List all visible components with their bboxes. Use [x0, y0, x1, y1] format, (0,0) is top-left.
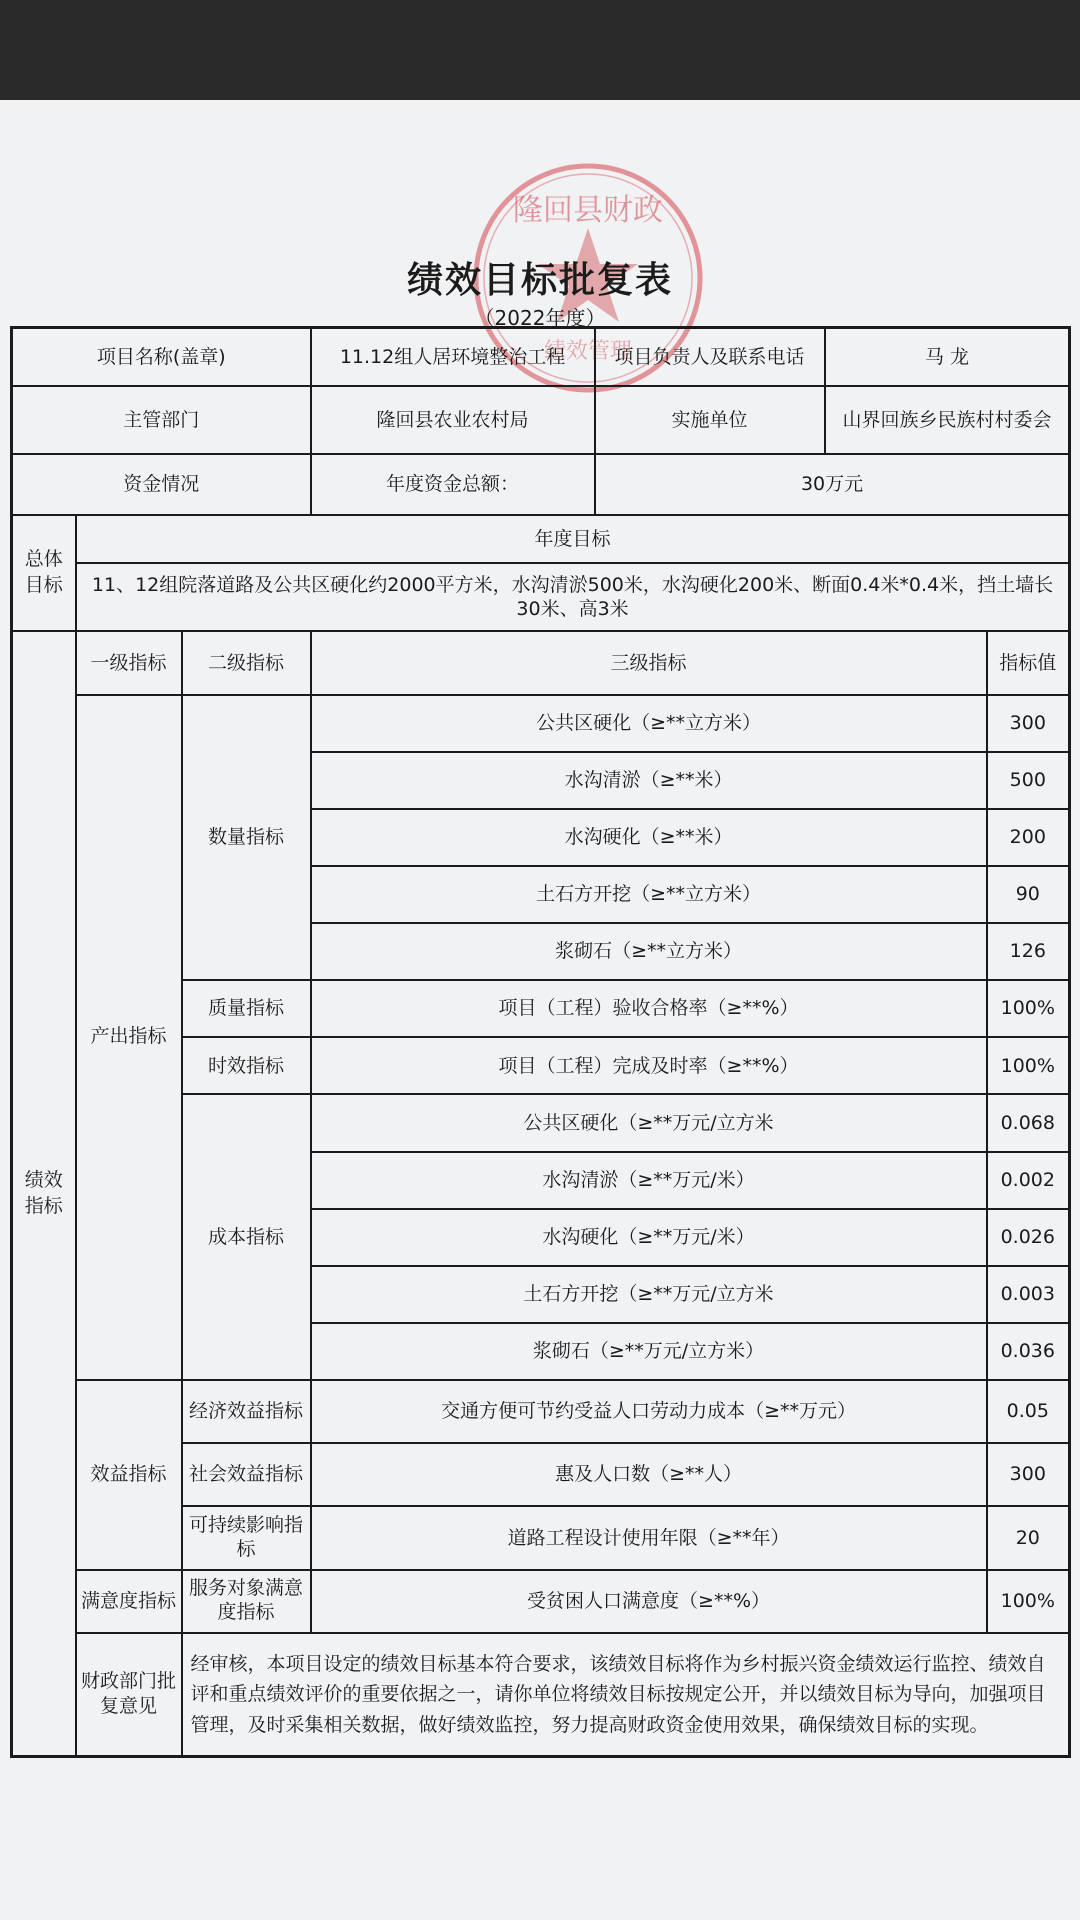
- indicator-value: 300: [987, 695, 1070, 752]
- economic-benefit-label: 经济效益指标: [182, 1380, 311, 1443]
- sustainability-label: 可持续影响指标: [182, 1506, 311, 1569]
- table-row: [12, 1380, 1070, 1443]
- indicator-value: 90: [987, 866, 1070, 923]
- overall-goal-label: 总体目标: [12, 515, 76, 632]
- header-value: 指标值: [987, 631, 1070, 694]
- annual-goal-header: 年度目标: [76, 515, 1070, 564]
- svg-text:隆回县财政: 隆回县财政: [513, 193, 663, 228]
- indicator-name: 公共区硬化（≥**万元/立方米: [311, 1094, 987, 1151]
- indicator-value: 0.036: [987, 1323, 1070, 1380]
- table-row: [12, 1570, 1070, 1633]
- contact-value: 马 龙: [825, 328, 1070, 386]
- impl-label: 实施单位: [595, 386, 825, 454]
- header-level2: 二级指标: [182, 631, 311, 694]
- project-name-label: 项目名称(盖章): [12, 328, 311, 386]
- header-level3: 三级指标: [311, 631, 987, 694]
- dept-label: 主管部门: [12, 386, 311, 454]
- indicator-name: 公共区硬化（≥**立方米）: [311, 695, 987, 752]
- performance-indicator-label: 绩效指标: [12, 631, 76, 1756]
- indicator-name: 土石方开挖（≥**立方米）: [311, 866, 987, 923]
- indicator-value: 0.05: [987, 1380, 1070, 1443]
- indicator-value: 0.026: [987, 1209, 1070, 1266]
- quality-indicator-label: 质量指标: [182, 980, 311, 1037]
- approval-row: [12, 1633, 1070, 1757]
- fund-row: [12, 454, 1070, 515]
- approval-text: 经审核，本项目设定的绩效目标基本符合要求，该绩效目标将作为乡村振兴资金绩效运行监控、绩效自评和重点绩效评价的重要依据之一，请你单位将绩效目标按规定公开，并以绩效目标为导向，加强项目管理，及时采集相关数据，做好绩效监控，努力提高财政资金使用效果，确保绩效目标的实现。: [182, 1633, 1070, 1757]
- indicator-name: 水沟清淤（≥**米）: [311, 752, 987, 809]
- quantity-indicator-label: 数量指标: [182, 695, 311, 981]
- project-name-value: 11.12组人居环境整治工程: [311, 328, 595, 386]
- indicator-value: 0.068: [987, 1094, 1070, 1151]
- indicator-value: 126: [987, 923, 1070, 980]
- indicator-name: 交通方便可节约受益人口劳动力成本（≥**万元）: [311, 1380, 987, 1443]
- contact-label: 项目负责人及联系电话: [595, 328, 825, 386]
- indicator-value: 0.002: [987, 1152, 1070, 1209]
- indicator-name: 惠及人口数（≥**人）: [311, 1443, 987, 1506]
- indicator-name: 项目（工程）验收合格率（≥**%）: [311, 980, 987, 1037]
- indicator-name: 项目（工程）完成及时率（≥**%）: [311, 1037, 987, 1094]
- page-subtitle: （2022年度）: [474, 306, 606, 330]
- indicator-name: 水沟清淤（≥**万元/米）: [311, 1152, 987, 1209]
- indicator-name: 水沟硬化（≥**万元/米）: [311, 1209, 987, 1266]
- table-row: [12, 695, 1070, 752]
- indicator-value: 100%: [987, 1037, 1070, 1094]
- fund-total-value: 30万元: [595, 454, 1070, 515]
- page-title: 绩效目标批复表: [406, 260, 673, 301]
- svg-text:绩效管理: 绩效管理: [543, 339, 633, 364]
- indicator-name: 道路工程设计使用年限（≥**年）: [311, 1506, 987, 1569]
- indicator-name: 土石方开挖（≥**万元/立方米: [311, 1266, 987, 1323]
- indicator-value: 20: [987, 1506, 1070, 1569]
- service-satisfaction-label: 服务对象满意度指标: [182, 1570, 311, 1633]
- dept-value: 隆回县农业农村局: [311, 386, 595, 454]
- indicator-value: 0.003: [987, 1266, 1070, 1323]
- fund-total-label: 年度资金总额：: [311, 454, 595, 515]
- overall-goal-header-row: [12, 515, 1070, 564]
- indicator-name: 受贫困人口满意度（≥**%）: [311, 1570, 987, 1633]
- annual-goal-text: 11、12组院落道路及公共区硬化约2000平方米，水沟清淤500米，水沟硬化200米、断面0.4米*0.4米，挡土墙长30米、高3米: [76, 563, 1070, 631]
- overall-goal-text-row: [12, 563, 1070, 631]
- indicator-name: 水沟硬化（≥**米）: [311, 809, 987, 866]
- benefit-indicator-label: 效益指标: [76, 1380, 182, 1570]
- indicator-value: 500: [987, 752, 1070, 809]
- indicator-value: 100%: [987, 1570, 1070, 1633]
- project-row: [12, 328, 1070, 386]
- department-row: [12, 386, 1070, 454]
- indicator-name: 浆砌石（≥**立方米）: [311, 923, 987, 980]
- social-benefit-label: 社会效益指标: [182, 1443, 311, 1506]
- indicator-value: 200: [987, 809, 1070, 866]
- cost-indicator-label: 成本指标: [182, 1094, 311, 1380]
- indicator-value: 300: [987, 1443, 1070, 1506]
- output-indicator-label: 产出指标: [76, 695, 182, 1381]
- header-level1: 一级指标: [76, 631, 182, 694]
- performance-target-table: [10, 326, 1071, 1758]
- indicator-name: 浆砌石（≥**万元/立方米）: [311, 1323, 987, 1380]
- approval-label: 财政部门批复意见: [76, 1633, 182, 1757]
- satisfaction-indicator-label: 满意度指标: [76, 1570, 182, 1633]
- indicator-header-row: [12, 631, 1070, 694]
- impl-value: 山界回族乡民族村村委会: [825, 386, 1070, 454]
- timeliness-indicator-label: 时效指标: [182, 1037, 311, 1094]
- fund-label: 资金情况: [12, 454, 311, 515]
- indicator-value: 100%: [987, 980, 1070, 1037]
